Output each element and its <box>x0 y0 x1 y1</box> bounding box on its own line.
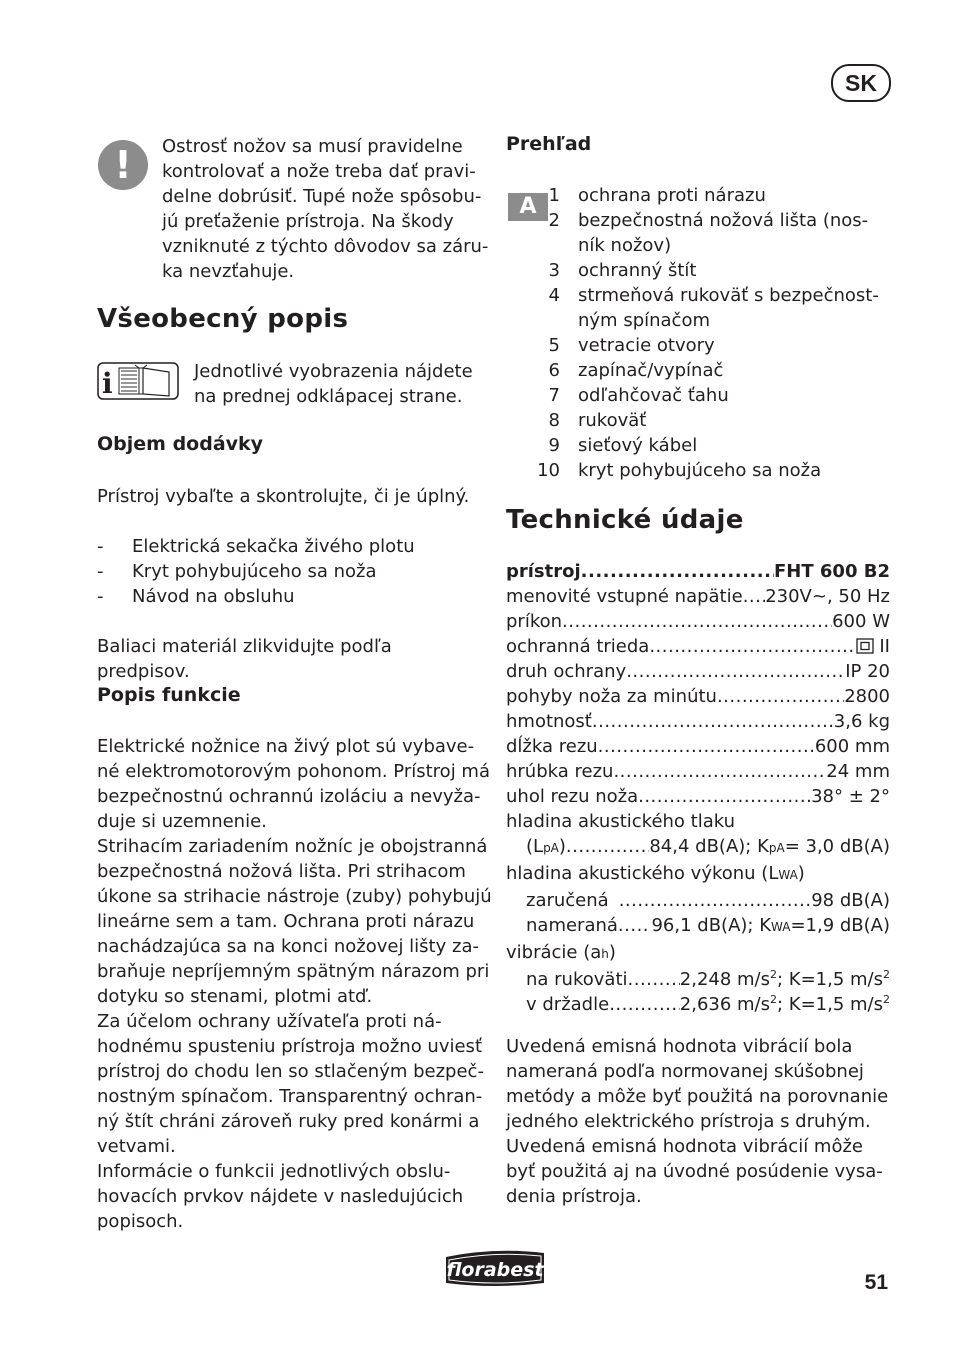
function-line: bezpečnostná nožová lišta. Pri strihacom <box>97 861 466 882</box>
warning-line: vzniknuté z týchto dôvodov sa záru- <box>162 236 489 257</box>
item-number: 1 <box>548 185 560 206</box>
list-item <box>506 408 890 433</box>
emission-line: Uvedená emisná hodnota vibrácií môže <box>506 1136 863 1157</box>
function-line: Elektrické nožnice na živý plot sú vybave- <box>97 736 475 757</box>
spec-row-thickness <box>506 759 890 784</box>
spec-row-power <box>506 609 890 634</box>
function-line: né elektromotorovým pohonom. Prístroj má <box>97 761 490 782</box>
value-part: ; K=1,5 m/s <box>777 994 883 1015</box>
dash: - <box>97 561 104 582</box>
spec-row-voltage <box>506 584 890 609</box>
info-line: Jednotlivé vyobrazenia nájdete <box>194 361 473 382</box>
value-part: 96,1 dB(A); K <box>651 915 772 936</box>
label-part: hladina akustického výkonu (L <box>506 863 779 884</box>
item-number: 7 <box>548 385 560 406</box>
emission-line: nameraná podľa normovanej skúšobnej <box>506 1061 864 1082</box>
list-item-text: Návod na obsluhu <box>132 586 295 607</box>
function-line: duje si uzemnenie. <box>97 811 267 832</box>
function-line: hovacích prvkov nájdete v nasledujúcich <box>97 1186 464 1207</box>
spec-value <box>649 834 890 861</box>
label-part: vibrácie (a <box>506 942 602 963</box>
spec-value: 24 mm <box>826 761 890 782</box>
spec-label: zaručená <box>526 890 609 911</box>
list-item-text: Kryt pohybujúceho sa noža <box>132 561 377 582</box>
spec-row-protection-class <box>506 634 890 659</box>
spec-row-strokes <box>506 684 890 709</box>
spec-value: 600 W <box>832 611 890 632</box>
value-part: 2,248 m/s <box>679 969 770 990</box>
value-sub: pA <box>768 841 785 855</box>
superscript: 2 <box>770 993 777 1006</box>
logo-text: florabest <box>446 1259 544 1281</box>
list-item <box>506 433 890 458</box>
item-text: ochranný štít <box>578 260 697 281</box>
spec-label: dĺžka rezu <box>506 736 598 757</box>
spec-row-pressure <box>506 834 890 861</box>
list-item <box>506 458 890 483</box>
delivery-list <box>97 534 482 609</box>
item-text: odľahčovač ťahu <box>578 385 729 406</box>
spec-row-angle <box>506 784 890 809</box>
info-text <box>194 359 484 409</box>
item-text: rukoväť <box>578 410 647 431</box>
emission-line: metódy a môže byť použitá na porovnanie <box>506 1086 889 1107</box>
spec-label: hladina akustického tlaku <box>506 811 736 832</box>
delivery-heading: Objem dodávky <box>97 433 264 455</box>
item-number: 4 <box>548 285 560 306</box>
spec-row-pressure-label <box>506 809 890 834</box>
superscript: 2 <box>883 993 890 1006</box>
list-item <box>506 258 890 283</box>
spec-value <box>651 913 890 940</box>
function-line: bezpečnostnú ochrannú izoláciu a nevyža- <box>97 786 481 807</box>
spec-label: prístroj <box>506 561 581 582</box>
spec-value: 98 dB(A) <box>811 890 890 911</box>
spec-row-vibration-label <box>506 940 890 967</box>
spec-value <box>680 992 890 1017</box>
class-value: II <box>879 636 890 657</box>
spec-label <box>526 834 566 861</box>
list-item-text: Elektrická sekačka živého plotu <box>132 536 415 557</box>
warning-line: jú preťaženie prístroja. Na škody <box>162 211 454 232</box>
spec-row-power-level-label <box>506 861 890 888</box>
sym: ) <box>558 836 566 857</box>
warning-text <box>162 134 489 284</box>
warning-line: Ostrosť nožov sa musí pravidelne <box>162 136 463 157</box>
spec-row-vib-handle <box>506 967 890 992</box>
function-line: Za účelom ochrany užívateľa proti ná- <box>97 1011 442 1032</box>
warning-line: ka nevzťahuje. <box>162 261 295 282</box>
value-sub: WA <box>771 920 791 934</box>
spec-label: pohyby noža za minútu <box>506 686 717 707</box>
spec-table <box>506 559 890 1017</box>
list-item <box>97 559 482 584</box>
florabest-logo <box>440 1245 550 1289</box>
spec-value: 38° ± 2° <box>811 786 890 807</box>
item-number: 9 <box>548 435 560 456</box>
label-part: ) <box>797 863 805 884</box>
function-line: popisoch. <box>97 1211 184 1232</box>
svg-text:i: i <box>102 367 113 400</box>
spec-row-device <box>506 559 890 584</box>
function-line: prístroj do chodu len so stlačeným bezpeč- <box>97 1061 484 1082</box>
function-line: Informácie o funkcii jednotlivých obslu- <box>97 1161 451 1182</box>
function-line: dotyku so stenami, plotmi atď. <box>97 986 373 1007</box>
function-line: úkone sa strihacie nástroje (zuby) pohybujú <box>97 886 492 907</box>
item-number: 10 <box>537 460 560 481</box>
value-part: =1,9 dB(A) <box>790 915 890 936</box>
spec-value: 2800 <box>844 686 890 707</box>
spec-row-guaranteed <box>506 888 890 913</box>
label-sub: h <box>601 947 609 961</box>
overview-list <box>506 183 890 483</box>
spec-label: príkon <box>506 611 563 632</box>
item-text: ným spínačom <box>578 310 711 331</box>
dash: - <box>97 586 104 607</box>
superscript: 2 <box>883 968 890 981</box>
spec-row-vib-grip <box>506 992 890 1017</box>
class-ii-icon <box>856 638 874 654</box>
exclamation-icon: ! <box>98 140 148 190</box>
item-text: ník nožov) <box>578 235 672 256</box>
spec-label <box>506 861 805 888</box>
emission-text <box>506 1034 890 1209</box>
item-number: 3 <box>548 260 560 281</box>
spec-label: hmotnosť <box>506 711 592 732</box>
list-item <box>506 183 890 208</box>
function-heading: Popis funkcie <box>97 684 241 706</box>
spec-label: na rukoväti <box>526 969 628 990</box>
page-number: 51 <box>864 1271 888 1294</box>
sym-sub: pA <box>543 841 559 855</box>
spec-label: nameraná <box>526 915 618 936</box>
function-line: nostným spínačom. Transparentný ochran- <box>97 1086 483 1107</box>
value-part: 2,636 m/s <box>679 994 770 1015</box>
function-line: lineárne sem a tam. Ochrana proti nárazu <box>97 911 475 932</box>
list-item <box>506 283 890 333</box>
superscript: 2 <box>770 968 777 981</box>
item-text: bezpečnostná nožová lišta (nos- <box>578 210 869 231</box>
spec-label: ochranná trieda <box>506 636 650 657</box>
emission-line: denia prístroja. <box>506 1186 642 1207</box>
function-line: braňuje nepríjemným spätným nárazom pri <box>97 961 490 982</box>
language-badge: SK <box>831 64 891 102</box>
list-item <box>506 383 890 408</box>
spec-value <box>856 634 890 659</box>
spec-label: v držadle <box>526 994 610 1015</box>
delivery-intro: Prístroj vybaľte a skontrolujte, či je úplný. <box>97 486 470 507</box>
warning-line: delne dobrúsiť. Tupé nože spôsobu- <box>162 186 482 207</box>
spec-row-length <box>506 734 890 759</box>
emission-line: jedného elektrického prístroja s druhým. <box>506 1111 871 1132</box>
item-number: 5 <box>548 335 560 356</box>
book-info-icon <box>97 362 179 400</box>
item-number: 8 <box>548 410 560 431</box>
emission-line: byť použitá aj na úvodné posúdenie vysa- <box>506 1161 883 1182</box>
label-sub: WA <box>778 868 798 882</box>
value-part: 84,4 dB(A); K <box>649 836 769 857</box>
spec-row-ip <box>506 659 890 684</box>
list-item <box>97 534 482 559</box>
spec-value: FHT 600 B2 <box>774 561 890 582</box>
function-line: vetvami. <box>97 1136 176 1157</box>
spec-value: 230V~, 50 Hz <box>765 586 890 607</box>
item-text: kryt pohybujúceho sa noža <box>578 460 822 481</box>
spec-label <box>506 940 616 967</box>
item-text: vetracie otvory <box>578 335 715 356</box>
spec-label: menovité vstupné napätie <box>506 586 743 607</box>
figure-a-badge: A <box>508 193 548 221</box>
function-line: Strihacím zariadením nožníc je obojstranná <box>97 836 488 857</box>
list-item <box>97 584 482 609</box>
item-text: ochrana proti nárazu <box>578 185 766 206</box>
info-line: na prednej odklápacej strane. <box>194 386 463 407</box>
list-item <box>506 208 890 258</box>
spec-label: druh ochrany <box>506 661 627 682</box>
dash: - <box>97 536 104 557</box>
function-line: nachádzajúca sa na konci nožovej lišty za- <box>97 936 479 957</box>
item-text: sieťový kábel <box>578 435 698 456</box>
value-part: ; K=1,5 m/s <box>777 969 883 990</box>
spec-label: uhol rezu noža <box>506 786 639 807</box>
list-item <box>506 358 890 383</box>
spec-value: IP 20 <box>845 661 890 682</box>
function-text <box>97 734 492 1234</box>
item-number: 2 <box>548 210 560 231</box>
function-line: hodnému spusteniu prístroja možno uviesť <box>97 1036 482 1057</box>
spec-value: 3,6 kg <box>833 711 890 732</box>
item-number: 6 <box>548 360 560 381</box>
spec-value <box>680 967 890 992</box>
overview-heading: Prehľad <box>506 133 592 155</box>
emission-line: Uvedená emisná hodnota vibrácií bola <box>506 1036 853 1057</box>
function-line: ný štít chráni zároveň ruky pred konármi a <box>97 1111 480 1132</box>
list-item <box>506 333 890 358</box>
label-part: ) <box>608 942 616 963</box>
technical-data-heading: Technické údaje <box>506 505 744 535</box>
item-text: zapínač/vypínač <box>578 360 724 381</box>
item-text: strmeňová rukoväť s bezpečnost- <box>578 285 879 306</box>
spec-value: 600 mm <box>814 736 890 757</box>
spec-row-measured <box>506 913 890 940</box>
spec-label: hrúbka rezu <box>506 761 614 782</box>
value-part: = 3,0 dB(A) <box>784 836 890 857</box>
sym: (L <box>526 836 544 857</box>
warning-line: kontrolovať a nože treba dať pravi- <box>162 161 476 182</box>
delivery-outro: Baliaci materiál zlikvidujte podľa predpisov. <box>97 636 392 682</box>
spec-row-weight <box>506 709 890 734</box>
general-description-heading: Všeobecný popis <box>97 304 349 334</box>
